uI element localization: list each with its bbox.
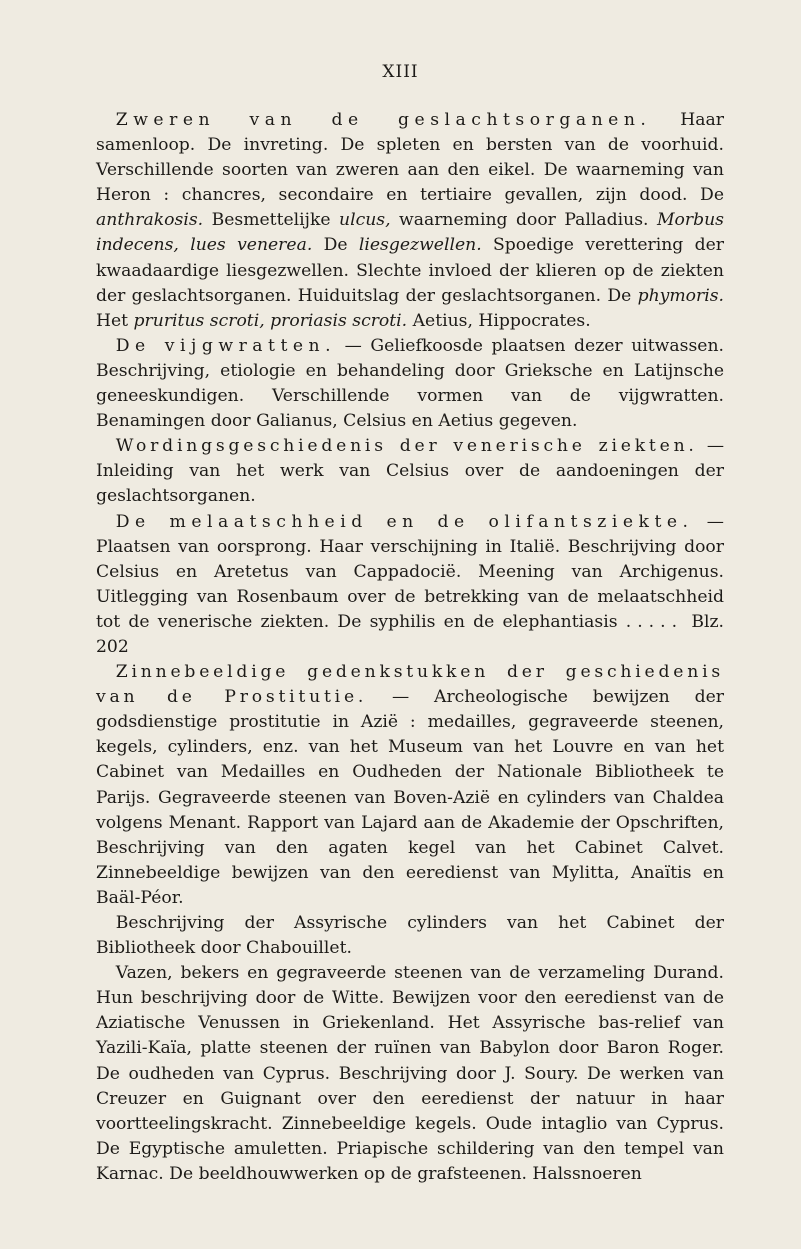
italic-term: phymoris. <box>637 285 724 306</box>
text-run: — Archeologische bewijzen der godsdienstige prostitutie in Azië : medailles, gegraveerde steenen, kegels, cylinders, enz. van het Museum van het Louvre en van het Cabinet van Medailles en Oudheden der Nationale Bibliotheek te Parijs. Gegraveerde steenen van Boven-Azië en cylinders van Chaldea volgens Menant. Rapport van Lajard aan de Akademie der Opschriften, Beschrijving van den agaten kegel van het Cabinet Calvet. Zinnebeeldige bewijzen van den eeredienst van Mylitta, Anaïtis en Baäl-Péor. <box>96 687 724 908</box>
text-run: waarneming door Palladius. <box>390 210 657 231</box>
text-run: ..... <box>625 611 684 632</box>
paragraph <box>96 434 724 509</box>
paragraph <box>96 911 724 961</box>
paragraph <box>96 334 724 434</box>
text-run: Het <box>96 310 134 331</box>
text-run: Spoedige verettering der kwaadaardige liesgezwellen. Slechte invloed der klieren op de ziekten der geslachtsorganen. Huiduitslag der geslachtsorganen. De <box>96 235 724 306</box>
text-run: Haar samenloop. De invreting. De spleten en bersten van de voorhuid. Verschillende soorten van zweren aan den eikel. De waarneming van Heron : chancres, secondaire en tertiaire gevallen, zijn dood. De <box>96 110 724 206</box>
italic-term: anthrakosis. <box>96 210 204 231</box>
italic-term: liesgezwellen. <box>358 235 482 256</box>
section-heading: Zinnebeeldige gedenkstukken der geschiedenis van de Prostitutie. <box>96 662 724 708</box>
section-heading: De vijgwratten. <box>115 335 337 356</box>
paragraph <box>96 510 724 661</box>
paragraph <box>96 108 724 334</box>
text-run: Blz. 202 <box>96 611 724 657</box>
text-run: — Plaatsen van oorsprong. Haar verschijning in Italië. Beschrijving door Celsius en Aretetus van Cappadocië. Meening van Archigenus. Uitlegging van Rosenbaum over de betrekking van de melaatschheid tot de venerische ziekten. De syphilis en de elephantiasis <box>96 511 724 632</box>
section-heading: Zweren van de geslachtsorganen. <box>115 110 652 130</box>
text-run: Beschrijving der Assyrische cylinders van het Cabinet der Bibliotheek door Chabouillet. <box>96 913 724 959</box>
paragraph <box>96 961 724 1187</box>
text-run: — Geliefkoosde plaatsen dezer uitwassen. Beschrijving, etiologie en behandeling door Grieksche en Latijnsche geneeskundigen. Verschillende vormen van de vijgwratten. Benamingen door Galianus, Celsius en Aetius gegeven. <box>96 335 724 432</box>
section-heading: De melaatschheid en de olifantsziekte. <box>115 511 694 532</box>
text-run: Besmettelijke <box>203 210 340 231</box>
italic-term: Morbus indecens, lues venerea. <box>96 210 724 256</box>
text-run: — Inleiding van het werk van Celsius over de aandoeningen der geslachtsorganen. <box>96 436 725 507</box>
text-run: Aetius, Hippocrates. <box>407 310 591 331</box>
text-run: Vazen, bekers en gegraveerde steenen van de verzameling Durand. Hun beschrijving door de Witte. Bewijzen voor den eeredienst van de Aziatische Venussen in Griekenland. Het Assyrische bas-relief van Yazili-Kaïa, platte steenen der ruïnen van Babylon door Baron Roger. De oudheden van Cyprus. Beschrijving door J. Soury. De werken van Creuzer en Guignant over den eeredienst der natuur in haar voortteelingskracht. Zinnebeeldige kegels. Oude intaglio van Cyprus. De Egyptische amuletten. Priapische schildering van den tempel van Karnac. De beeldhouwwerken op de grafsteenen. Halssnoeren <box>96 963 724 1184</box>
body-text <box>96 108 724 1187</box>
italic-term: ulcus, <box>339 210 391 231</box>
page-number: XIII <box>382 62 419 82</box>
text-run: De <box>312 235 359 256</box>
section-heading: Wordingsgeschiedenis der venerische ziekten. <box>115 436 698 457</box>
paragraph <box>96 660 724 911</box>
italic-term: pruritus scroti, proriasis scroti. <box>133 310 408 331</box>
